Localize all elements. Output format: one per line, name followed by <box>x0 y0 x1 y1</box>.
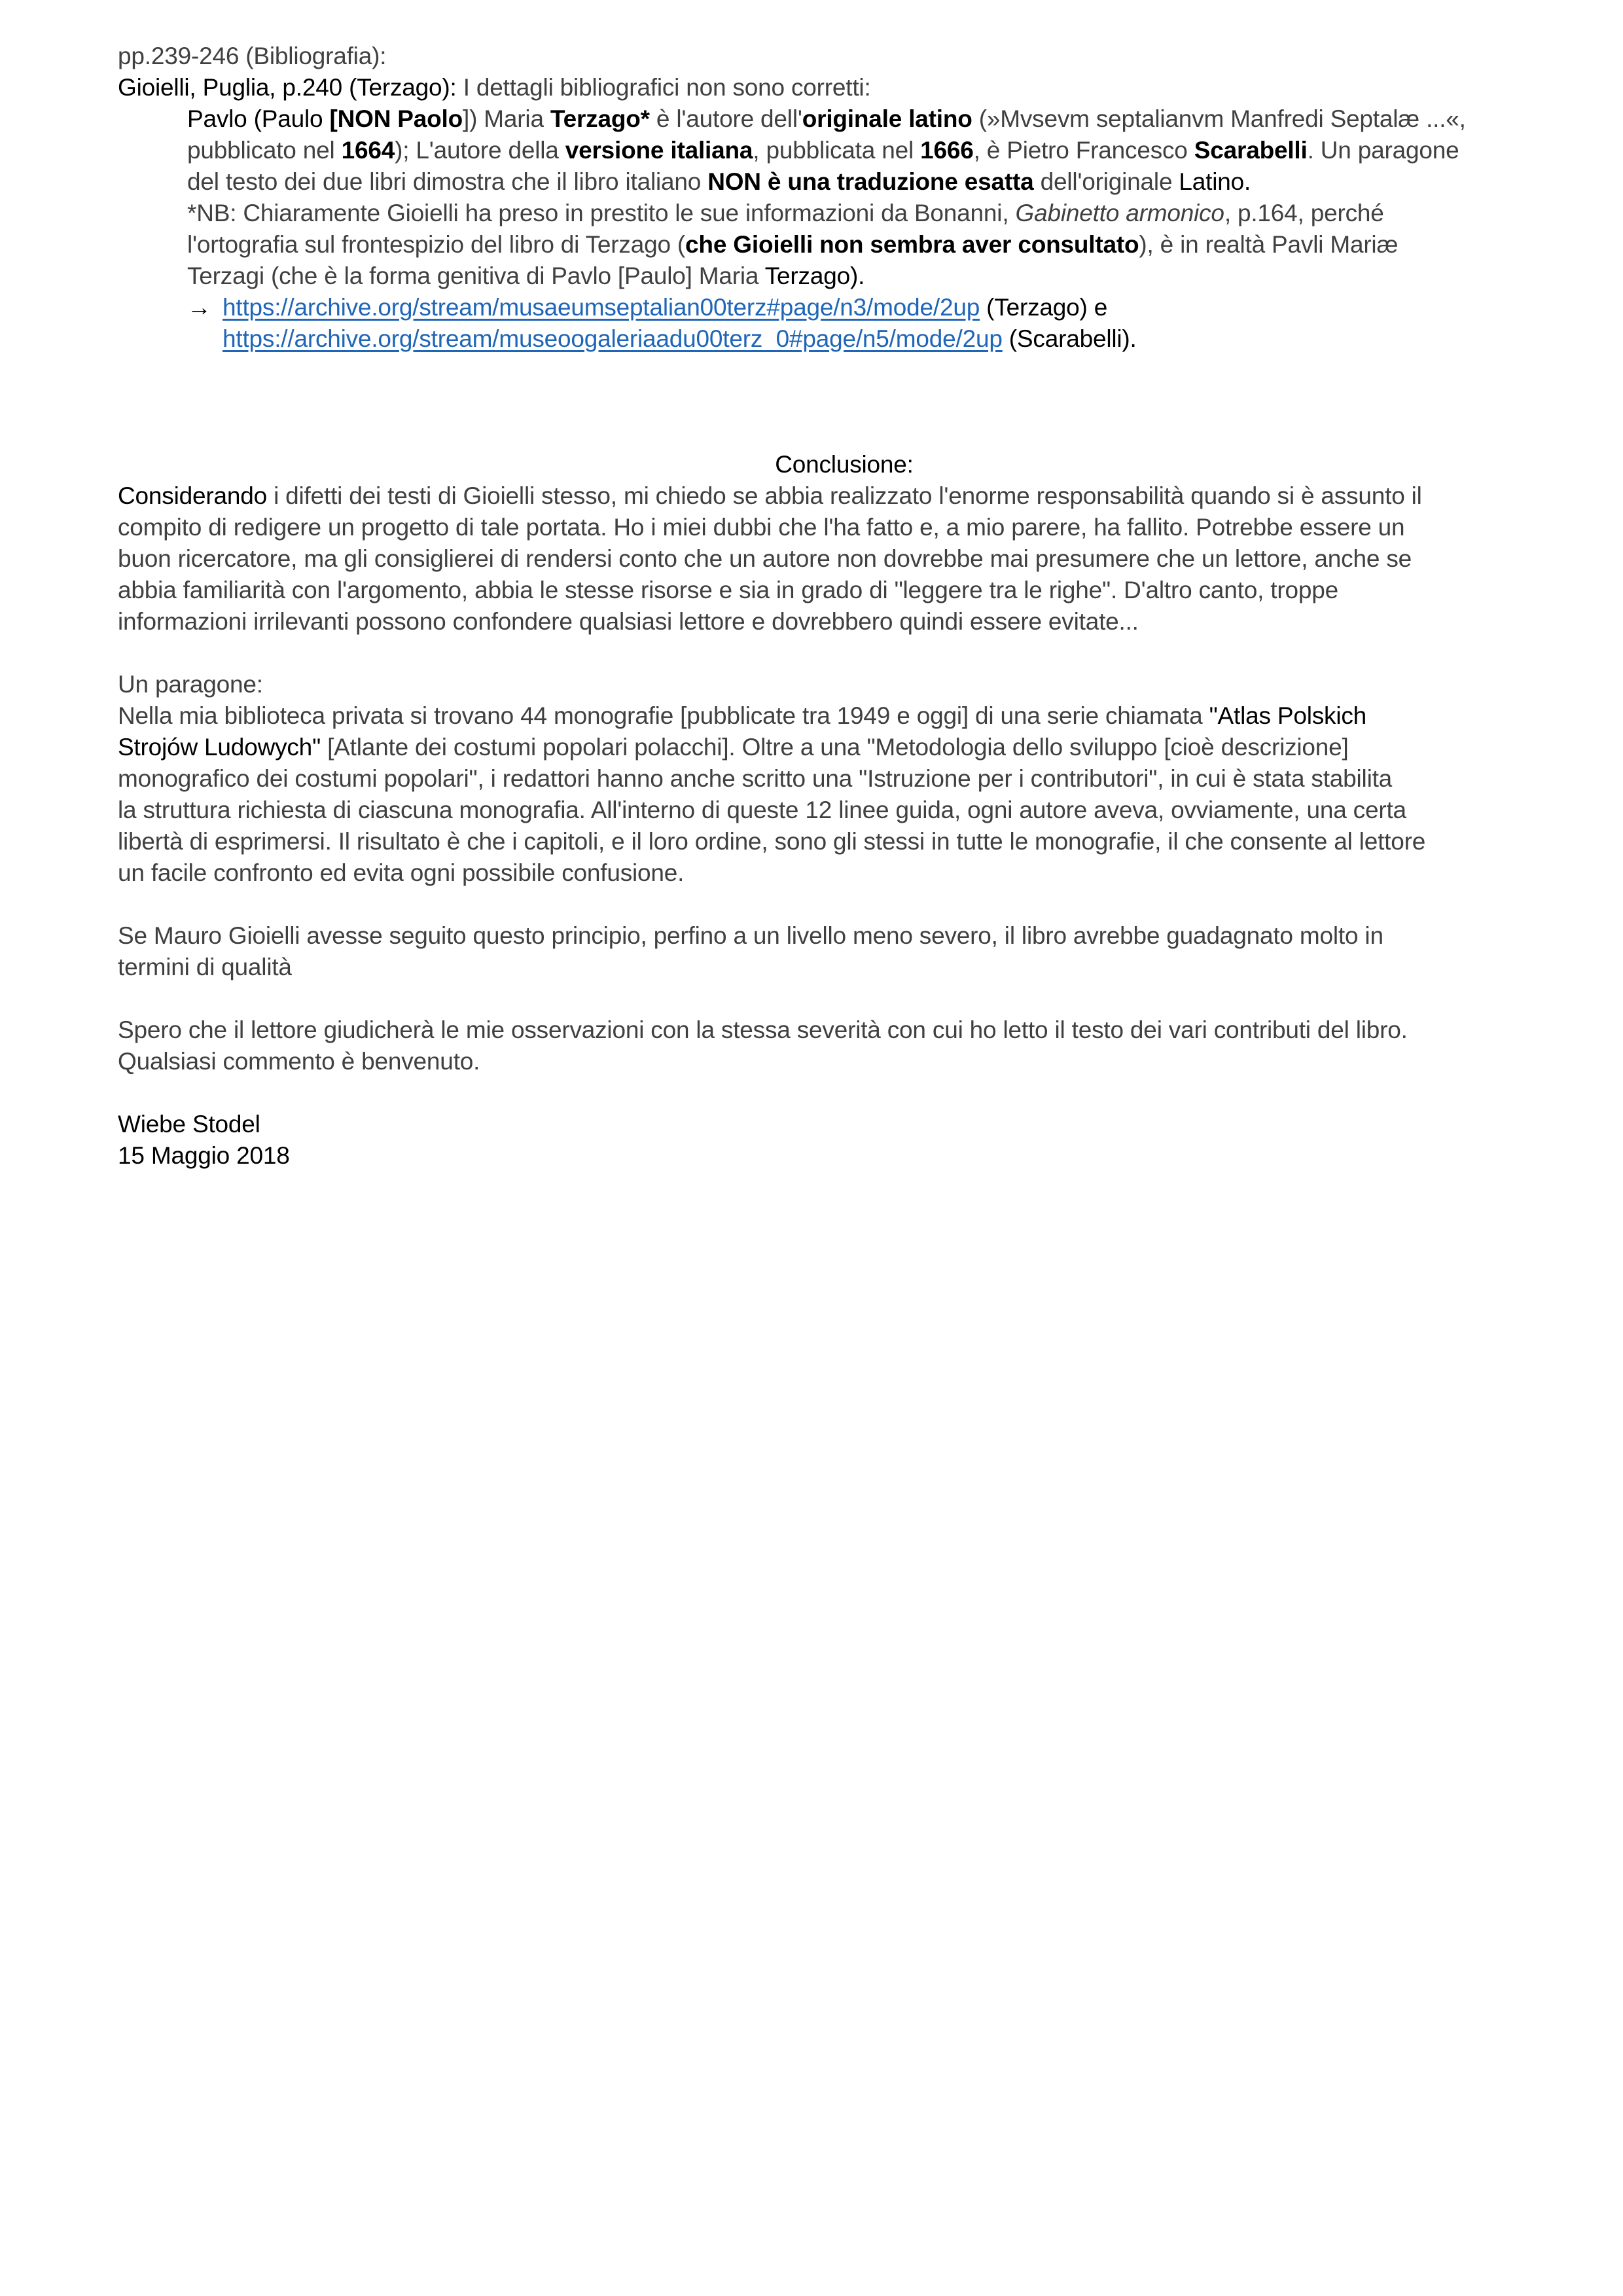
first-word: Considerando <box>118 482 267 509</box>
text: , p.164, perché <box>1224 200 1384 226</box>
text: dell'originale <box>1033 168 1179 195</box>
bib-line-3 <box>118 166 1571 198</box>
comparison-line: la struttura richiesta di ciascuna monografia. All'interno di queste 12 linee guida, ogni autore aveva, ovviamente, una certa <box>118 797 1406 823</box>
conclusion-line <box>118 480 1571 512</box>
text: , è Pietro Francesco <box>973 137 1194 164</box>
bibliography-heading: pp.239-246 (Bibliografia): <box>118 43 387 69</box>
conclusion-line: abbia familiarità con l'argomento, abbia le stesse risorse e sia in grado di "leggere tra le righe". D'altro canto, troppe <box>118 577 1338 603</box>
italic-title: Gabinetto armonico <box>1015 200 1224 226</box>
text: i difetti dei testi di Gioielli stesso, mi chiedo se abbia realizzato l'enorme responsabilità quando si è assunto il <box>266 482 1422 509</box>
bold-text: che Gioielli non sembra aver consultato <box>685 231 1139 258</box>
text: ]) Maria <box>463 105 550 132</box>
bold-text: Terzago* <box>550 105 650 132</box>
bold-text: 1666 <box>920 137 974 164</box>
comparison-heading: Un paragone: <box>118 671 263 698</box>
link-line-1 <box>118 292 1571 323</box>
bold-text: Scarabelli <box>1194 137 1308 164</box>
bold-text: originale latino <box>802 105 972 132</box>
text: Terzago). <box>764 262 865 289</box>
comparison-line <box>118 732 1571 763</box>
nb-line-3 <box>118 260 1571 292</box>
signature-date: 15 Maggio 2018 <box>118 1142 290 1169</box>
archive-link-terzago[interactable]: https://archive.org/stream/musaeumseptalian00terz#page/n3/mode/2up <box>223 294 980 321</box>
bib-line-2 <box>118 135 1571 166</box>
text: [Atlante dei costumi popolari polacchi]. Oltre a una "Metodologia dello sviluppo [cioè descrizione] <box>321 734 1349 761</box>
link-suffix: (Terzago) e <box>980 294 1108 321</box>
text: Latino. <box>1179 168 1251 195</box>
text: l'ortografia sul frontespizio del libro di Terzago ( <box>187 231 686 258</box>
bold-text: 1664 <box>341 137 395 164</box>
spacer <box>118 637 1571 669</box>
text: Pavlo (Paulo <box>187 105 330 132</box>
closing-line: Spero che il lettore giudicherà le mie osservazioni con la stessa severità con cui ho letto il testo dei vari contributi del libro. <box>118 1016 1408 1043</box>
bold-text: [NON Paolo <box>329 105 463 132</box>
nb-line-2 <box>118 229 1571 260</box>
conclusion-heading: Conclusione: <box>775 451 914 478</box>
text: (»Mvsevm septalianvm Manfredi Septalæ ...«, <box>972 105 1466 132</box>
bib-line-1 <box>118 103 1571 135</box>
principle-line: Se Mauro Gioielli avesse seguito questo principio, perfino a un livello meno severo, il libro avrebbe guadagnato molto in <box>118 922 1383 949</box>
bold-text: versione italiana <box>565 137 753 164</box>
text: è l'autore dell' <box>649 105 802 132</box>
text: Nella mia biblioteca privata si trovano 44 monografie [pubblicate tra 1949 e oggi] di una serie chiamata <box>118 702 1209 729</box>
spacer <box>118 418 1571 449</box>
spacer <box>118 889 1571 920</box>
link-suffix: (Scarabelli). <box>1002 325 1137 352</box>
comparison-line <box>118 700 1571 732</box>
nb-line-1 <box>118 198 1571 229</box>
principle-line: termini di qualità <box>118 954 292 980</box>
comparison-line: un facile confronto ed evita ogni possibile confusione. <box>118 859 685 886</box>
text: ), è in realtà Pavli Mariæ <box>1139 231 1399 258</box>
spacer <box>118 983 1571 1014</box>
document-page <box>118 41 1571 1172</box>
conclusion-line: buon ricercatore, ma gli consiglierei di rendersi conto che un autore non dovrebbe mai presumere che un lettore, anche se <box>118 545 1412 572</box>
text: del testo dei due libri dimostra che il libro italiano <box>187 168 708 195</box>
link-line-2 <box>118 323 1571 355</box>
text: ); L'autore della <box>395 137 565 164</box>
text: . Un paragone <box>1307 137 1459 164</box>
text: Terzagi (che è la forma genitiva di Pavlo [Paulo] Maria <box>187 262 765 289</box>
closing-line: Qualsiasi commento è benvenuto. <box>118 1048 480 1075</box>
conclusion-line: informazioni irrilevanti possono confondere qualsiasi lettore e dovrebbero quindi essere evitate... <box>118 608 1139 635</box>
bold-text: NON è una traduzione esatta <box>707 168 1034 195</box>
comparison-line: libertà di esprimersi. Il risultato è che i capitoli, e il loro ordine, sono gli stessi in tutte le monografie, il che consente al lettore <box>118 828 1426 855</box>
conclusion-line: compito di redigere un progetto di tale portata. Ho i miei dubbi che l'ha fatto e, a mio parere, ha fallito. Potrebbe essere un <box>118 514 1405 541</box>
text: pubblicato nel <box>187 137 342 164</box>
series-title: Strojów Ludowych" <box>118 734 321 761</box>
arrow-right-icon: → <box>187 294 211 321</box>
archive-link-scarabelli[interactable]: https://archive.org/stream/museoogaleriaadu00terz_0#page/n5/mode/2up <box>223 325 1003 352</box>
signature-name: Wiebe Stodel <box>118 1111 260 1138</box>
comparison-line: monografico dei costumi popolari", i redattori hanno anche scritto una "Istruzione per i contributori", in cui è stata stabilita <box>118 765 1393 792</box>
text: , pubblicata nel <box>753 137 921 164</box>
series-title: "Atlas Polskich <box>1209 702 1367 729</box>
entry-label: Gioielli, Puglia, p.240 (Terzago): <box>118 74 457 101</box>
text: *NB: Chiaramente Gioielli ha preso in prestito le sue informazioni da Bonanni, <box>187 200 1016 226</box>
spacer <box>118 355 1571 418</box>
bibliography-entry <box>118 72 1571 103</box>
spacer <box>118 1077 1571 1109</box>
entry-text: I dettagli bibliografici non sono corretti: <box>456 74 871 101</box>
